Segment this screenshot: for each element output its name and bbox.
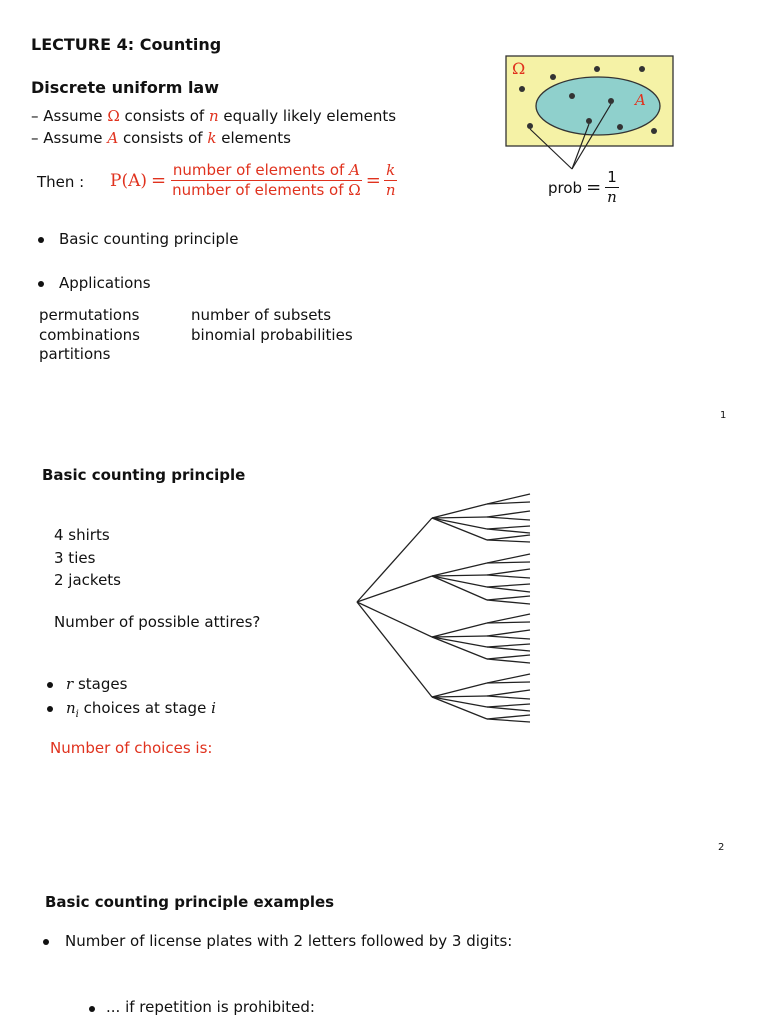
prob-denominator: n [607, 188, 617, 206]
tree-branch [432, 563, 487, 576]
tree-branch [432, 504, 487, 518]
tree-branch [432, 637, 487, 647]
omega-label: Ω [512, 59, 526, 78]
formula-equals: = [150, 170, 167, 191]
prob-expression [548, 169, 619, 206]
assume-tail: elements [221, 129, 291, 147]
assume-word: Assume [43, 107, 103, 125]
applications-right-list [191, 306, 353, 345]
assume-omega-line [31, 107, 396, 125]
tree-branch [432, 575, 487, 576]
tree-branch [357, 602, 432, 697]
var-i: i [211, 699, 216, 717]
tree-branch [432, 517, 487, 518]
prob-equals: = [586, 177, 602, 198]
tree-leaf [487, 696, 530, 699]
tree-leaf [487, 596, 530, 600]
prob-numerator: 1 [607, 168, 617, 186]
formula-equals-2: = [365, 170, 381, 191]
tree-branch [432, 576, 487, 600]
bullet-dot [89, 1006, 95, 1012]
bullet-choices-at-stage [66, 699, 216, 720]
tree-leaf [487, 707, 530, 711]
tree-leaf [487, 511, 530, 517]
page-number: 1 [720, 410, 727, 421]
outcome-dot [569, 93, 575, 99]
choice-tree-diagram [350, 488, 540, 723]
outcome-dot [586, 118, 592, 124]
a-symbol: A [107, 129, 119, 147]
tree-leaf [487, 529, 530, 533]
formula-numerator: number of elements of [172, 161, 345, 179]
formula-n: n [385, 181, 396, 199]
bullet-dot [38, 237, 44, 243]
dash: – [31, 107, 39, 125]
event-a-label: A [635, 91, 646, 109]
formula-den-symbol: Ω [348, 181, 361, 199]
assume-word: Assume [43, 129, 103, 147]
tree-leaf [487, 659, 530, 663]
list-item: 3 ties [54, 548, 96, 567]
list-item: 4 shirts [54, 526, 110, 544]
slide2-title: Basic counting principle [42, 466, 246, 484]
list-item: binomial probabilities [191, 325, 353, 344]
formula-fraction [170, 162, 363, 199]
tree-branch [432, 697, 487, 707]
page-number: 2 [718, 842, 725, 853]
outcome-dot [617, 124, 623, 130]
tree-branch [432, 623, 487, 637]
outcome-dot [519, 86, 525, 92]
tree-leaf [487, 600, 530, 604]
bullet-counting-principle: Basic counting principle [59, 230, 239, 248]
attire-question: Number of possible attires? [54, 613, 261, 631]
bullet-no-repetition: ... if repetition is prohibited: [106, 998, 315, 1016]
assume-tail: equally likely elements [223, 107, 397, 125]
formula-denominator: number of elements of [172, 181, 344, 199]
bullet-dot [47, 682, 53, 688]
bullet-applications: Applications [59, 274, 151, 292]
uniform-law-formula [110, 162, 398, 199]
tree-leaf [487, 704, 530, 707]
formula-k-over-n [384, 162, 398, 199]
list-item: partitions [39, 345, 111, 363]
tree-leaf [487, 587, 530, 592]
assume-a-line [31, 129, 291, 147]
bullet-stages [66, 675, 127, 693]
tree-leaf [487, 715, 530, 719]
number-of-choices-label: Number of choices is: [50, 739, 213, 757]
formula-lhs: P(A) [110, 170, 147, 191]
var-n: n [208, 107, 219, 125]
tree-leaf [487, 517, 530, 520]
tree-branch [357, 602, 432, 637]
outcome-dot [550, 74, 556, 80]
bullet-dot [38, 281, 44, 287]
tree-branch [432, 576, 487, 587]
slide1-title: LECTURE 4: Counting [31, 35, 222, 54]
outcome-dot [608, 98, 614, 104]
attire-items-list [54, 524, 121, 592]
tree-leaf [487, 569, 530, 575]
tree-leaf [487, 644, 530, 647]
sample-space-diagram [505, 55, 680, 175]
dash: – [31, 129, 39, 147]
slide3-title: Basic counting principle examples [45, 893, 335, 911]
tree-leaf [487, 540, 530, 542]
tree-leaf [487, 655, 530, 659]
outcome-dot [639, 66, 645, 72]
tree-branch [432, 636, 487, 637]
stages-text: stages [77, 675, 128, 693]
tree-leaf [487, 526, 530, 529]
choices-text: choices at stage [83, 699, 207, 717]
tree-leaf [487, 647, 530, 651]
tree-branch [432, 637, 487, 659]
tree-leaf [487, 535, 530, 540]
formula-num-symbol: A [349, 161, 360, 179]
tree-leaf [487, 575, 530, 578]
list-item: combinations [39, 325, 140, 344]
tree-branch [432, 696, 487, 697]
omega-symbol: Ω [107, 107, 120, 125]
applications-left-list [39, 306, 140, 365]
tree-leaf [487, 630, 530, 636]
tree-branch [432, 683, 487, 697]
tree-leaf [487, 584, 530, 587]
then-label: Then : [37, 173, 85, 191]
bullet-dot [47, 706, 53, 712]
tree-branch [432, 518, 487, 540]
bullet-license-plates: Number of license plates with 2 letters followed by 3 digits: [65, 932, 513, 950]
tree-branch [432, 518, 487, 529]
var-n: n [66, 699, 76, 717]
prob-label: prob [548, 178, 583, 197]
list-item: 2 jackets [54, 571, 121, 589]
tree-leaf [487, 719, 530, 722]
list-item: permutations [39, 306, 140, 324]
tree-branch [432, 697, 487, 719]
slide1-heading: Discrete uniform law [31, 78, 219, 97]
bullet-dot [43, 939, 49, 945]
var-k: k [207, 129, 217, 147]
tree-leaf [487, 636, 530, 639]
list-item: number of subsets [191, 306, 332, 324]
consists-of-text: consists of [124, 107, 205, 125]
formula-k: k [386, 161, 396, 179]
subscript-i: i [75, 709, 79, 720]
consists-of-text: consists of [122, 129, 203, 147]
prob-fraction [605, 169, 619, 206]
var-r: r [66, 675, 74, 693]
outcome-dot [651, 128, 657, 134]
outcome-dot [527, 123, 533, 129]
outcome-dot [594, 66, 600, 72]
tree-leaf [487, 690, 530, 696]
